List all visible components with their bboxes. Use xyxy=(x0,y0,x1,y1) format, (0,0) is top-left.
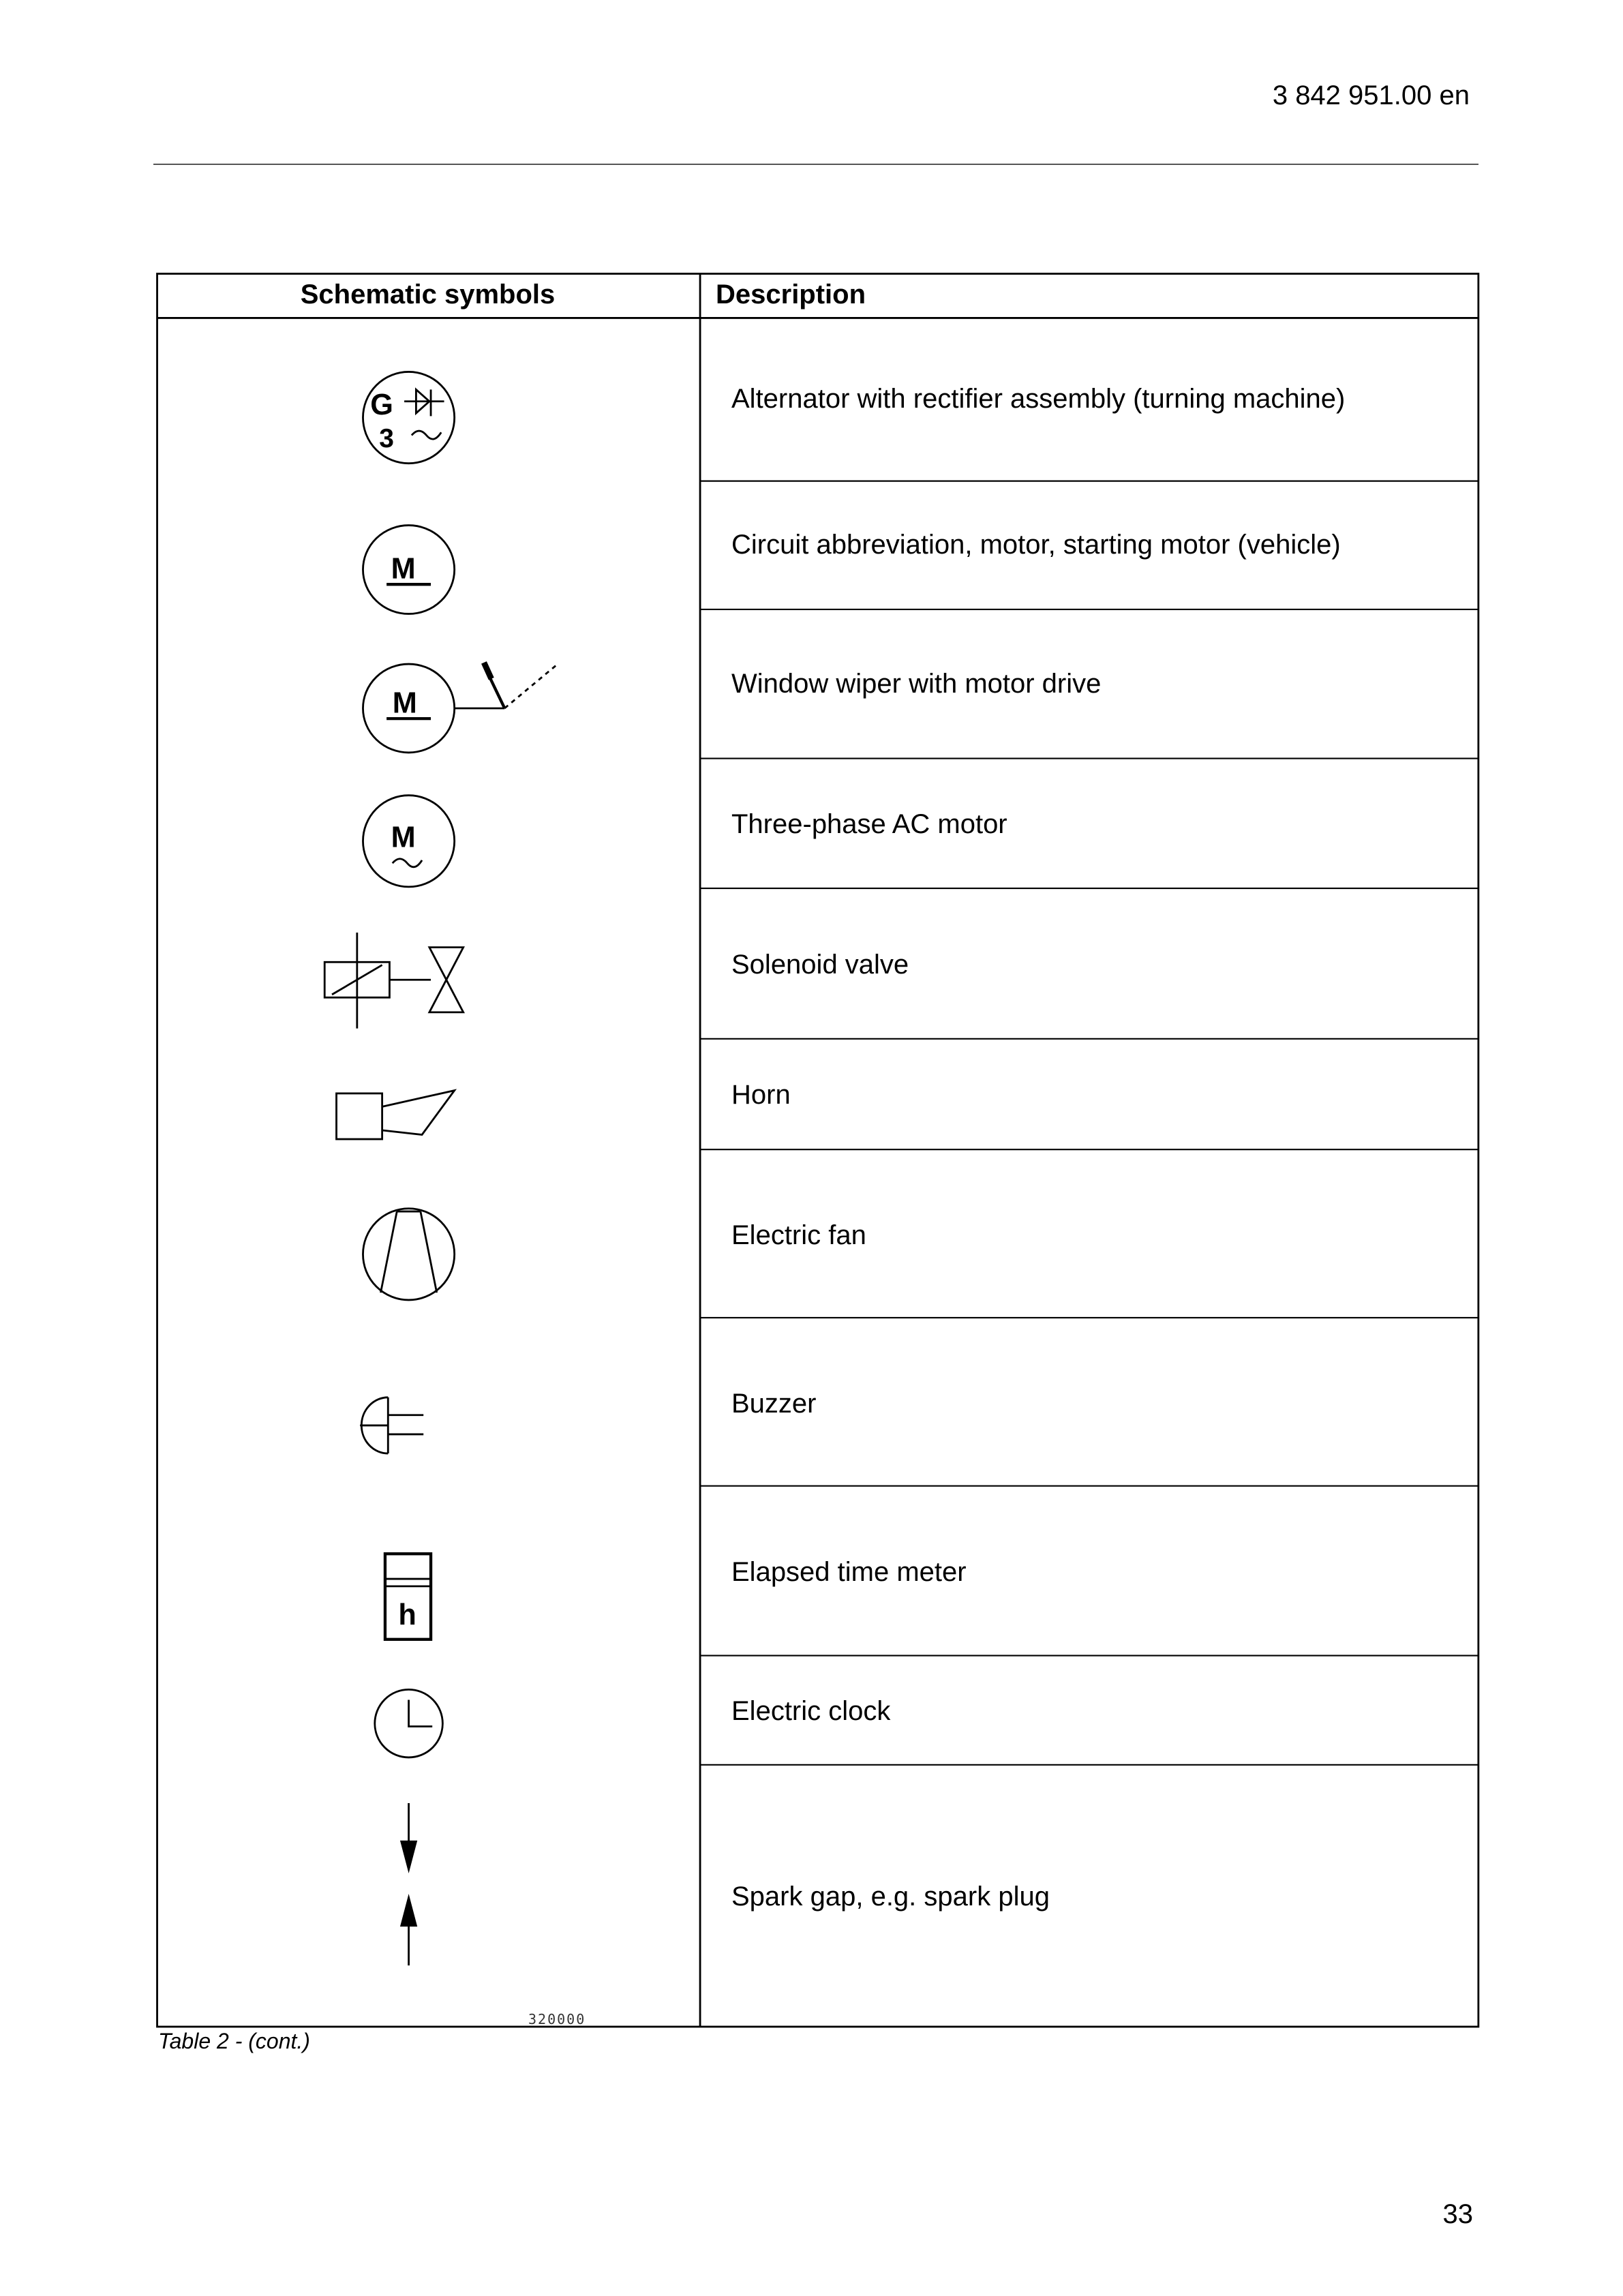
row-description: Elapsed time meter xyxy=(731,1557,967,1587)
elapsed-time-meter-icon xyxy=(385,1554,431,1640)
row-description: Circuit abbreviation, motor, starting motor (vehicle) xyxy=(731,530,1341,560)
svg-text:M: M xyxy=(391,821,416,854)
column-header-symbols: Schematic symbols xyxy=(300,280,556,309)
motor-icon xyxy=(363,526,454,614)
page-number: 33 xyxy=(1442,2199,1473,2229)
row-description: Spark gap, e.g. spark plug xyxy=(731,1882,1050,1912)
row-description: Alternator with rectifier assembly (turning machine) xyxy=(731,384,1346,414)
electric-clock-icon xyxy=(375,1689,443,1757)
table-caption: Table 2 - (cont.) xyxy=(158,2029,310,2053)
row-description: Solenoid valve xyxy=(731,950,909,980)
svg-text:G: G xyxy=(370,389,393,422)
svg-text:M: M xyxy=(392,686,417,720)
solenoid-valve-icon xyxy=(324,933,463,1029)
row-description: Electric clock xyxy=(731,1696,891,1726)
document-number: 3 842 951.00 en xyxy=(1272,80,1470,110)
row-description: Three-phase AC motor xyxy=(731,809,1007,839)
column-header-description: Description xyxy=(716,280,866,309)
svg-text:h: h xyxy=(398,1599,416,1632)
wiper-motor-icon xyxy=(363,663,558,753)
row-description: Buzzer xyxy=(731,1389,817,1419)
row-description: Horn xyxy=(731,1080,791,1110)
alternator-rectifier-icon xyxy=(363,372,454,463)
row-description: Electric fan xyxy=(731,1220,866,1250)
horn-icon xyxy=(337,1091,455,1139)
ac-motor-icon xyxy=(363,796,454,887)
electric-fan-icon xyxy=(363,1209,454,1300)
svg-text:M: M xyxy=(391,552,416,586)
svg-text:3: 3 xyxy=(379,423,394,453)
row-description: Window wiper with motor drive xyxy=(731,669,1102,699)
buzzer-icon xyxy=(360,1398,423,1453)
drawing-code: 320000 xyxy=(528,2011,586,2027)
spark-gap-icon xyxy=(401,1803,416,1965)
